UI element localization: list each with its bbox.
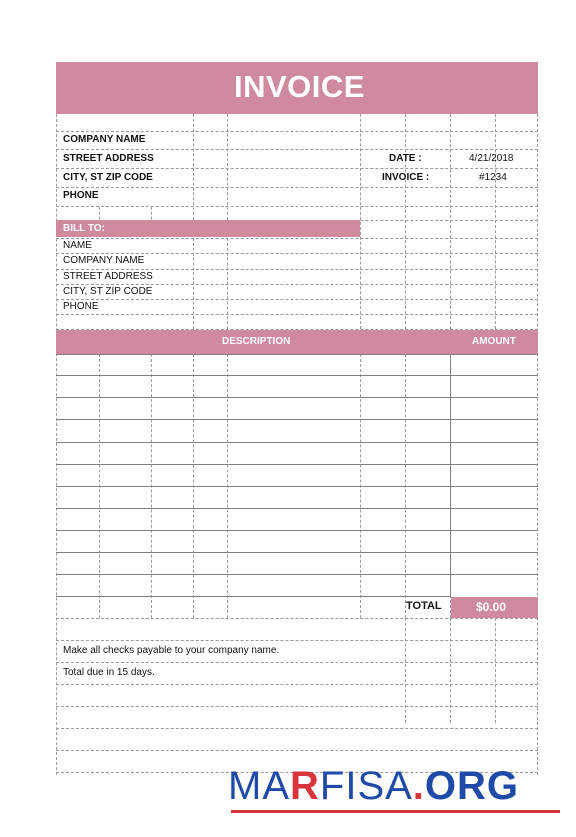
grid-line bbox=[360, 207, 361, 329]
grid-line bbox=[56, 114, 57, 775]
grid-line bbox=[56, 728, 538, 729]
sender-street: STREET ADDRESS bbox=[63, 153, 154, 164]
grid-line bbox=[227, 114, 228, 220]
date-label: DATE : bbox=[389, 153, 422, 164]
grid-line bbox=[56, 131, 538, 132]
logo-part-dot: . bbox=[412, 764, 425, 808]
grid-line bbox=[56, 640, 538, 641]
grid-line bbox=[405, 114, 406, 329]
grid-line bbox=[495, 618, 496, 723]
grid-line bbox=[56, 149, 538, 150]
invoice-number-value: #1234 bbox=[479, 172, 507, 183]
invoice-sheet bbox=[56, 62, 538, 775]
grid-line bbox=[56, 238, 538, 239]
watermark-logo bbox=[228, 764, 519, 808]
grid-line bbox=[56, 530, 538, 531]
date-value: 4/21/2018 bbox=[469, 153, 514, 164]
grid-line bbox=[56, 750, 538, 751]
grid-line bbox=[56, 314, 538, 315]
grid-line bbox=[56, 706, 538, 707]
sender-phone: PHONE bbox=[63, 190, 99, 201]
logo-part-org: ORG bbox=[424, 764, 520, 808]
grid-line bbox=[495, 114, 496, 329]
grid-line bbox=[56, 442, 538, 443]
grid-line bbox=[450, 114, 451, 329]
grid-line bbox=[56, 684, 538, 685]
items-header-band bbox=[56, 330, 538, 354]
logo-part-r: R bbox=[290, 764, 320, 808]
bill-to-street: STREET ADDRESS bbox=[63, 271, 153, 282]
grid-line bbox=[56, 508, 538, 509]
bill-to-city: CITY, ST ZIP CODE bbox=[63, 286, 153, 297]
note-due: Total due in 15 days. bbox=[63, 667, 155, 678]
bill-to-name: NAME bbox=[63, 240, 92, 251]
grid-line bbox=[56, 187, 538, 188]
total-label: TOTAL bbox=[406, 600, 442, 612]
grid-line bbox=[56, 596, 450, 597]
description-header: DESCRIPTION bbox=[222, 336, 291, 347]
bill-to-phone: PHONE bbox=[63, 301, 99, 312]
grid-line bbox=[56, 464, 538, 465]
bill-to-company: COMPANY NAME bbox=[63, 255, 145, 266]
grid-line bbox=[56, 375, 538, 376]
grid-line bbox=[56, 168, 538, 169]
grid-line bbox=[537, 114, 538, 775]
logo-part-ma: MA bbox=[228, 764, 290, 808]
grid-line bbox=[56, 253, 538, 254]
grid-line bbox=[56, 397, 538, 398]
bill-to-heading: BILL TO: bbox=[63, 223, 105, 234]
grid-line bbox=[360, 114, 361, 220]
grid-line bbox=[56, 269, 538, 270]
grid-line bbox=[193, 114, 194, 220]
grid-line bbox=[56, 419, 538, 420]
grid-line bbox=[56, 662, 538, 663]
grid-line bbox=[56, 354, 538, 355]
sender-company: COMPANY NAME bbox=[63, 134, 146, 145]
amount-header: AMOUNT bbox=[472, 336, 516, 347]
grid-line bbox=[450, 618, 451, 723]
grid-line bbox=[56, 284, 538, 285]
grid-line bbox=[56, 299, 538, 300]
invoice-title: INVOICE bbox=[234, 69, 365, 104]
note-checks: Make all checks payable to your company name. bbox=[63, 645, 280, 656]
grid-line bbox=[405, 618, 406, 723]
grid-line bbox=[56, 552, 538, 553]
logo-underline bbox=[231, 810, 560, 813]
logo-part-fisa: FISA bbox=[319, 764, 413, 808]
grid-line bbox=[56, 486, 538, 487]
grid-line bbox=[56, 618, 538, 619]
invoice-title-band bbox=[56, 62, 538, 114]
grid-line bbox=[56, 206, 538, 207]
sender-city: CITY, ST ZIP CODE bbox=[63, 172, 153, 183]
grid-line bbox=[56, 574, 538, 575]
invoice-number-label: INVOICE : bbox=[382, 172, 430, 183]
total-value: $0.00 bbox=[476, 600, 507, 614]
grid-line bbox=[450, 354, 451, 596]
